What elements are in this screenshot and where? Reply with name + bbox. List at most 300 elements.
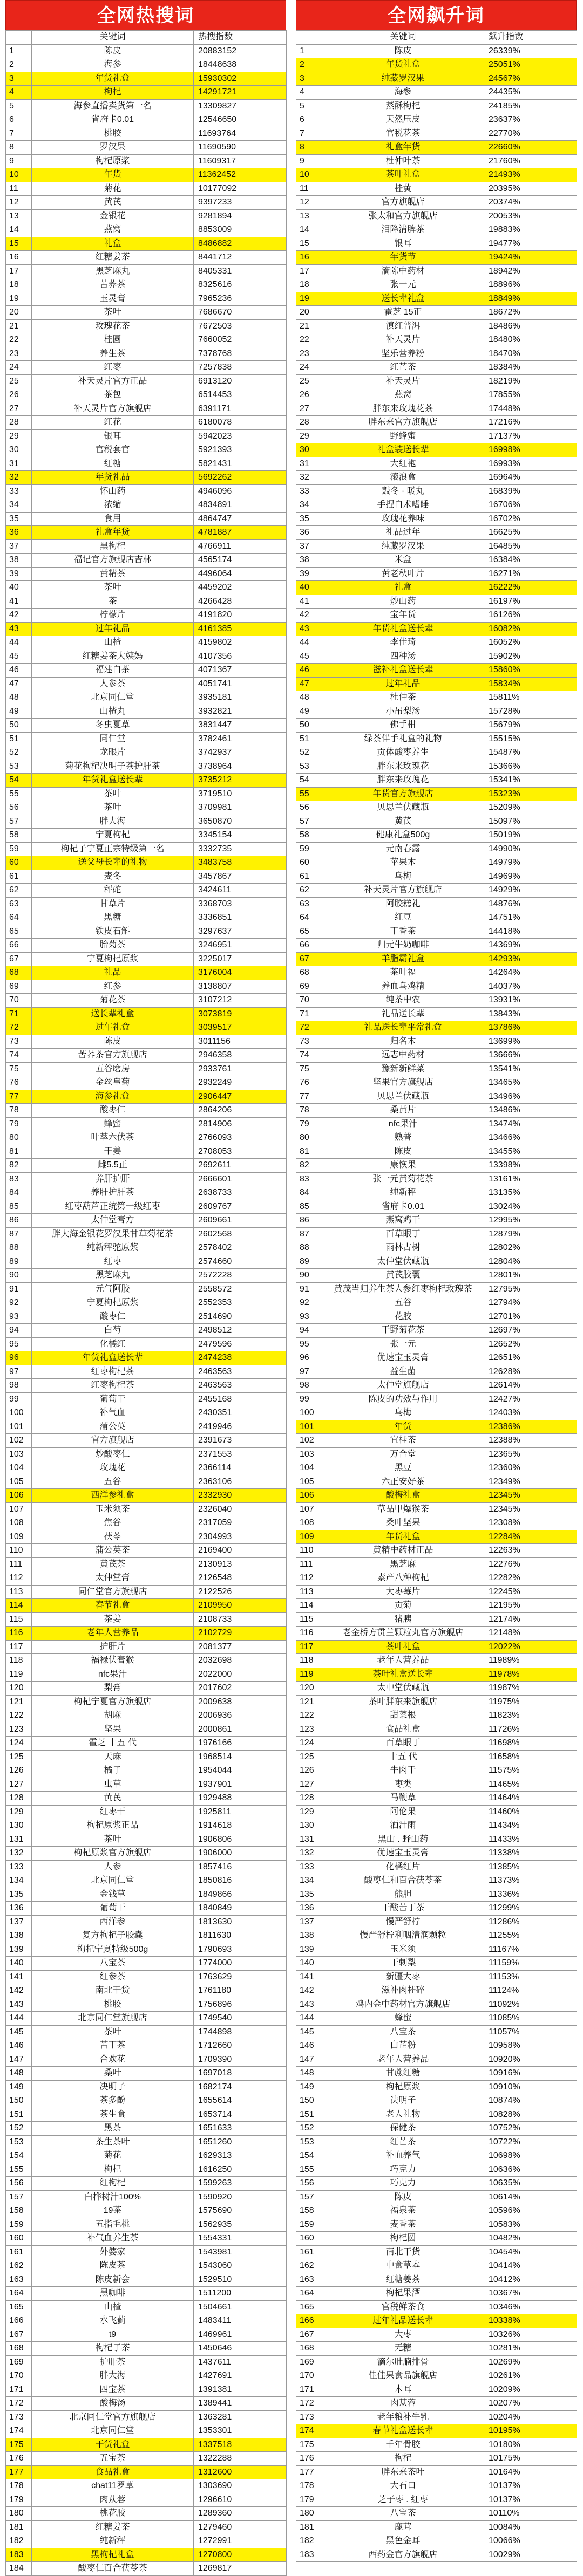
index-cell: 3176004 — [194, 966, 287, 980]
index-cell: 6391171 — [194, 402, 287, 416]
table-row — [6, 1035, 287, 1049]
index-cell: 9397233 — [194, 196, 287, 210]
rank-cell: 89 — [296, 1255, 322, 1269]
keyword-cell: 北京同仁堂 — [32, 1874, 194, 1888]
table-row — [6, 897, 287, 911]
table-row — [296, 1929, 577, 1943]
index-cell: 2708053 — [194, 1145, 287, 1159]
keyword-cell: 酒汁雨 — [322, 1819, 484, 1833]
table-row — [296, 1599, 577, 1613]
rank-cell: 59 — [6, 842, 32, 856]
keyword-cell: 北京同仁堂官方旗舰店 — [32, 2410, 194, 2424]
index-cell: 7965236 — [194, 292, 287, 306]
table-row — [6, 1062, 287, 1076]
index-cell: 10454% — [484, 2245, 577, 2259]
table-row — [296, 1778, 577, 1792]
keyword-cell: 19茶 — [32, 2204, 194, 2218]
rank-cell: 62 — [6, 884, 32, 898]
table-row — [296, 2493, 577, 2507]
keyword-cell: 佛手柑 — [322, 719, 484, 733]
rank-cell: 71 — [6, 1007, 32, 1021]
keyword-cell: 蜂蜜 — [32, 1117, 194, 1131]
rank-cell: 11 — [296, 182, 322, 196]
rank-cell: 152 — [6, 2122, 32, 2136]
table-row — [296, 2149, 577, 2163]
rank-cell: 160 — [6, 2232, 32, 2246]
index-cell: 23637% — [484, 113, 577, 127]
rank-cell: 116 — [296, 1627, 322, 1641]
table-row — [6, 457, 287, 471]
keyword-cell: 补血养气 — [322, 2149, 484, 2163]
rank-cell: 124 — [296, 1737, 322, 1751]
table-row — [6, 443, 287, 457]
index-cell: 4864747 — [194, 512, 287, 526]
rank-cell: 165 — [296, 2300, 322, 2314]
index-cell: 16485% — [484, 539, 577, 554]
keyword-cell: 野蜂蜜 — [322, 429, 484, 443]
table-row — [6, 1654, 287, 1668]
keyword-cell: 茶叶 — [32, 306, 194, 320]
index-cell: 1543981 — [194, 2245, 287, 2259]
keyword-cell: 怀山药 — [32, 484, 194, 498]
rank-cell: 9 — [6, 154, 32, 168]
keyword-cell: 陈皮 — [322, 44, 484, 58]
table-row — [6, 1186, 287, 1200]
index-cell: 3742937 — [194, 746, 287, 760]
keyword-cell: 白芍 — [32, 1324, 194, 1338]
index-cell: 22660% — [484, 141, 577, 155]
rank-cell: 82 — [296, 1159, 322, 1173]
rank-cell: 155 — [6, 2163, 32, 2177]
rank-cell: 29 — [296, 429, 322, 443]
keyword-cell: 马鞭草 — [322, 1792, 484, 1806]
rank-cell: 136 — [296, 1902, 322, 1916]
index-cell: 20395% — [484, 182, 577, 196]
table-row — [6, 2204, 287, 2218]
table-row — [296, 1214, 577, 1228]
table-row — [296, 2287, 577, 2301]
keyword-cell: 太中堂伏藏瓶 — [322, 1682, 484, 1696]
table-row — [6, 1516, 287, 1530]
rank-cell: 64 — [6, 911, 32, 925]
table-row — [296, 925, 577, 939]
rank-cell: 103 — [6, 1447, 32, 1461]
rank-cell: 21 — [296, 319, 322, 333]
rank-cell: 63 — [6, 897, 32, 911]
index-cell: 2022000 — [194, 1668, 287, 1682]
table-row — [296, 2520, 577, 2534]
keyword-cell: 礼品送长辈 — [322, 1007, 484, 1021]
index-cell: 11338% — [484, 1847, 577, 1861]
rank-cell: 81 — [6, 1145, 32, 1159]
index-cell: 1811630 — [194, 1929, 287, 1943]
rank-cell: 106 — [6, 1489, 32, 1503]
keyword-cell: 远志中药材 — [322, 1049, 484, 1063]
keyword-cell: 大红袍 — [322, 457, 484, 471]
rank-cell: 135 — [6, 1888, 32, 1902]
table-row — [6, 1585, 287, 1599]
index-cell: 10367% — [484, 2287, 577, 2301]
rank-cell: 38 — [296, 554, 322, 568]
keyword-cell: 苦荞茶 — [32, 278, 194, 292]
table-row — [6, 2218, 287, 2232]
keyword-cell: 天麻 — [32, 1750, 194, 1764]
keyword-cell: 阿胶糕礼 — [322, 897, 484, 911]
table-row — [6, 2328, 287, 2342]
table-row — [296, 127, 577, 141]
keyword-cell: 猪胰 — [322, 1612, 484, 1627]
index-cell: 8486882 — [194, 237, 287, 251]
table-row — [6, 554, 287, 568]
rank-cell: 17 — [296, 264, 322, 278]
table-row — [296, 209, 577, 223]
rank-cell: 114 — [6, 1599, 32, 1613]
table-row — [296, 333, 577, 347]
index-cell: 12403% — [484, 1406, 577, 1420]
keyword-cell: 干姜 — [32, 1145, 194, 1159]
rank-cell: 20 — [296, 306, 322, 320]
keyword-cell: 玫瑰花 — [32, 1461, 194, 1475]
index-cell: 3935181 — [194, 691, 287, 705]
hot-search-title: 全网热搜词 — [5, 0, 286, 30]
index-cell: 10110% — [484, 2507, 577, 2521]
keyword-cell: 百草眼丁 — [322, 1227, 484, 1241]
index-cell: 3039517 — [194, 1021, 287, 1035]
keyword-cell: 胖东来茶叶 — [322, 2465, 484, 2479]
rank-cell: 8 — [6, 141, 32, 155]
rank-cell: 147 — [296, 2053, 322, 2067]
rank-cell: 41 — [6, 595, 32, 609]
table-row — [6, 1943, 287, 1957]
table-row — [6, 994, 287, 1008]
rank-cell: 86 — [296, 1214, 322, 1228]
table-row — [6, 2397, 287, 2411]
rank-cell: 182 — [296, 2534, 322, 2548]
rank-cell: 119 — [296, 1668, 322, 1682]
keyword-cell: 霍芝 15正 — [322, 306, 484, 320]
rank-cell: 151 — [6, 2108, 32, 2122]
index-cell: 1529510 — [194, 2273, 287, 2287]
rank-cell: 148 — [296, 2067, 322, 2081]
index-cell: 8441712 — [194, 251, 287, 265]
index-cell: 4946096 — [194, 484, 287, 498]
rank-cell: 94 — [6, 1324, 32, 1338]
table-row — [296, 264, 577, 278]
keyword-cell: 省府卡0.01 — [322, 1200, 484, 1214]
index-cell: 7257838 — [194, 361, 287, 375]
index-cell: 11609317 — [194, 154, 287, 168]
rank-cell: 161 — [296, 2245, 322, 2259]
keyword-cell: 黑芝麻 — [322, 1557, 484, 1571]
table-row — [296, 1241, 577, 1255]
table-row — [296, 2067, 577, 2081]
rank-cell: 132 — [6, 1847, 32, 1861]
table-row — [296, 1104, 577, 1118]
rank-cell: 77 — [296, 1090, 322, 1104]
index-cell: 14037% — [484, 980, 577, 994]
keyword-cell: 官税鲜茶食 — [322, 2300, 484, 2314]
header-rank — [6, 31, 32, 45]
index-cell: 12388% — [484, 1434, 577, 1448]
table-row — [296, 237, 577, 251]
rank-cell: 46 — [296, 664, 322, 678]
index-cell: 10261% — [484, 2369, 577, 2383]
rank-cell: 73 — [6, 1035, 32, 1049]
table-row — [6, 1049, 287, 1063]
rank-cell: 98 — [6, 1379, 32, 1393]
keyword-cell: 甘草片 — [32, 897, 194, 911]
table-row — [6, 2300, 287, 2314]
keyword-cell: 酸枣仁百合茯苓茶 — [32, 2562, 194, 2576]
table-row — [6, 2534, 287, 2548]
index-cell: 15019% — [484, 829, 577, 843]
index-cell: 10412% — [484, 2273, 577, 2287]
keyword-cell: 归名木 — [322, 1035, 484, 1049]
rank-cell: 128 — [296, 1792, 322, 1806]
table-row — [296, 1392, 577, 1406]
rank-cell: 97 — [296, 1365, 322, 1379]
index-cell: 16197% — [484, 595, 577, 609]
table-row — [296, 44, 577, 58]
keyword-cell: 茶生茶叶 — [32, 2135, 194, 2149]
keyword-cell: 陈皮 — [32, 44, 194, 58]
header-index: 飙升指数 — [484, 31, 577, 45]
keyword-cell: 护肝茶 — [32, 2355, 194, 2369]
index-cell: 10204% — [484, 2410, 577, 2424]
rank-cell: 90 — [6, 1269, 32, 1283]
table-row — [296, 1159, 577, 1173]
rank-cell: 47 — [296, 677, 322, 691]
index-cell: 10164% — [484, 2465, 577, 2479]
table-row — [296, 429, 577, 443]
table-row — [296, 498, 577, 513]
table-row — [6, 1833, 287, 1847]
index-cell: 5692262 — [194, 471, 287, 485]
index-cell: 2814906 — [194, 1117, 287, 1131]
rank-cell: 160 — [296, 2232, 322, 2246]
keyword-cell: 礼品 — [32, 966, 194, 980]
rank-cell: 129 — [296, 1805, 322, 1819]
rank-cell: 159 — [6, 2218, 32, 2232]
keyword-cell: 陈皮 — [322, 2190, 484, 2204]
keyword-cell: 茶叶福 — [322, 966, 484, 980]
rank-cell: 70 — [296, 994, 322, 1008]
rank-cell: 50 — [6, 719, 32, 733]
index-cell: 21760% — [484, 154, 577, 168]
keyword-cell: 保健茶 — [322, 2122, 484, 2136]
rank-cell: 136 — [6, 1902, 32, 1916]
index-cell: 1651260 — [194, 2135, 287, 2149]
rank-cell: 61 — [296, 870, 322, 884]
rank-cell: 174 — [6, 2424, 32, 2438]
table-row — [296, 141, 577, 155]
rank-cell: 164 — [296, 2287, 322, 2301]
rank-cell: 93 — [296, 1310, 322, 1324]
keyword-cell: 纯藏罗汉果 — [322, 539, 484, 554]
rank-cell: 92 — [296, 1296, 322, 1310]
table-row — [6, 1929, 287, 1943]
rank-cell: 163 — [296, 2273, 322, 2287]
index-cell: 1629313 — [194, 2149, 287, 2163]
rank-cell: 66 — [296, 939, 322, 953]
index-cell: 16384% — [484, 554, 577, 568]
rank-cell: 3 — [6, 72, 32, 86]
table-row — [6, 1750, 287, 1764]
table-row — [296, 1324, 577, 1338]
index-cell: 10920% — [484, 2053, 577, 2067]
table-row — [6, 2012, 287, 2026]
table-row — [296, 1654, 577, 1668]
index-cell: 4496064 — [194, 567, 287, 581]
index-cell: 13699% — [484, 1035, 577, 1049]
rank-cell: 45 — [6, 650, 32, 664]
rank-cell: 157 — [6, 2190, 32, 2204]
rank-cell: 84 — [296, 1186, 322, 1200]
index-cell: 7686670 — [194, 306, 287, 320]
index-cell: 14876% — [484, 897, 577, 911]
rank-cell: 90 — [296, 1269, 322, 1283]
rank-cell: 15 — [6, 237, 32, 251]
index-cell: 13843% — [484, 1007, 577, 1021]
rank-cell: 5 — [6, 99, 32, 113]
table-row — [296, 292, 577, 306]
rank-cell: 7 — [6, 127, 32, 141]
rank-cell: 146 — [296, 2039, 322, 2053]
table-row — [296, 1282, 577, 1296]
rank-cell: 10 — [6, 168, 32, 182]
keyword-cell: 秤砣 — [32, 884, 194, 898]
index-cell: 3735212 — [194, 774, 287, 788]
index-cell: 2017602 — [194, 1682, 287, 1696]
keyword-cell: 宝年货 — [322, 609, 484, 623]
rank-cell: 61 — [6, 870, 32, 884]
keyword-cell: 礼品过年 — [322, 526, 484, 540]
rank-cell: 138 — [296, 1929, 322, 1943]
keyword-cell: 中食草本 — [322, 2259, 484, 2273]
header-index: 热搜指数 — [194, 31, 287, 45]
index-cell: 2130913 — [194, 1557, 287, 1571]
keyword-cell: 茶生食 — [32, 2108, 194, 2122]
table-row — [6, 278, 287, 292]
rising-search-title: 全网飙升词 — [296, 0, 577, 30]
keyword-cell: 黑咖啡 — [32, 2287, 194, 2301]
keyword-cell: 黄芪 — [32, 1792, 194, 1806]
table-row — [6, 1805, 287, 1819]
index-cell: 16964% — [484, 471, 577, 485]
index-cell: 2391673 — [194, 1434, 287, 1448]
keyword-cell: 滇红普洱 — [322, 319, 484, 333]
table-row — [6, 1255, 287, 1269]
table-row — [296, 2108, 577, 2122]
rank-cell: 72 — [6, 1021, 32, 1035]
rank-cell: 42 — [6, 609, 32, 623]
rank-cell: 76 — [6, 1076, 32, 1090]
index-cell: 11989% — [484, 1654, 577, 1668]
index-cell: 1599263 — [194, 2177, 287, 2191]
rank-cell: 16 — [296, 251, 322, 265]
table-row — [6, 113, 287, 127]
index-cell: 14969% — [484, 870, 577, 884]
table-row — [296, 842, 577, 856]
rank-cell: 80 — [296, 1131, 322, 1145]
table-row — [6, 760, 287, 774]
table-row — [6, 223, 287, 237]
table-row — [6, 1090, 287, 1104]
keyword-cell: 五谷磨房 — [32, 1062, 194, 1076]
table-row — [296, 2163, 577, 2177]
rank-cell: 22 — [6, 333, 32, 347]
index-cell: 12651% — [484, 1351, 577, 1365]
keyword-cell: 过年礼盒 — [32, 1021, 194, 1035]
index-cell: 18384% — [484, 361, 577, 375]
keyword-cell: 牛肉干 — [322, 1764, 484, 1778]
index-cell: 2609661 — [194, 1214, 287, 1228]
keyword-cell: 年货礼盒送长辈 — [32, 774, 194, 788]
index-cell: 13541% — [484, 1062, 577, 1076]
keyword-cell: 坚果 — [32, 1723, 194, 1737]
index-cell: 15902% — [484, 650, 577, 664]
table-row — [6, 829, 287, 843]
rank-cell: 73 — [296, 1035, 322, 1049]
keyword-cell: 黑糖 — [32, 911, 194, 925]
table-row — [6, 2355, 287, 2369]
rank-cell: 142 — [296, 1984, 322, 1998]
table-row — [6, 1131, 287, 1145]
table-row — [6, 691, 287, 705]
rank-cell: 163 — [6, 2273, 32, 2287]
rank-cell: 119 — [6, 1668, 32, 1682]
rank-cell: 82 — [6, 1159, 32, 1173]
table-row — [6, 1076, 287, 1090]
keyword-cell: 老年粮补牛乳 — [322, 2410, 484, 2424]
rank-cell: 33 — [6, 484, 32, 498]
keyword-cell: 葡萄干 — [32, 1392, 194, 1406]
table-row — [6, 2562, 287, 2576]
table-row — [296, 636, 577, 650]
table-row — [296, 196, 577, 210]
index-cell: 12995% — [484, 1214, 577, 1228]
keyword-cell: 红芒茶 — [322, 2135, 484, 2149]
rank-cell: 57 — [6, 815, 32, 829]
keyword-cell: 春节礼盒 — [32, 1599, 194, 1613]
index-cell: 4159802 — [194, 636, 287, 650]
index-cell: 13309827 — [194, 99, 287, 113]
table-row — [296, 278, 577, 292]
table-row — [6, 980, 287, 994]
index-cell: 11299% — [484, 1902, 577, 1916]
keyword-cell: 酸枣仁 — [32, 1104, 194, 1118]
keyword-cell: 茶叶 — [32, 787, 194, 801]
keyword-cell: 麦香茶 — [322, 2218, 484, 2232]
index-cell: 10177092 — [194, 182, 287, 196]
rank-cell: 141 — [6, 1970, 32, 1984]
index-cell: 1391381 — [194, 2383, 287, 2397]
keyword-cell: 甜菜根 — [322, 1709, 484, 1723]
index-cell: 10180% — [484, 2438, 577, 2452]
index-cell: 2430351 — [194, 1406, 287, 1420]
keyword-cell: 优速宝玉灵膏 — [322, 1847, 484, 1861]
keyword-cell: 雨林古树 — [322, 1241, 484, 1255]
table-row — [296, 388, 577, 402]
table-row — [6, 2424, 287, 2438]
keyword-cell: 龙眼片 — [32, 746, 194, 760]
table-row — [6, 1007, 287, 1021]
index-cell: 16839% — [484, 484, 577, 498]
index-cell: 2933761 — [194, 1062, 287, 1076]
table-row — [296, 416, 577, 430]
keyword-cell: 复方枸杞子胶囊 — [32, 1929, 194, 1943]
rank-cell: 13 — [296, 209, 322, 223]
